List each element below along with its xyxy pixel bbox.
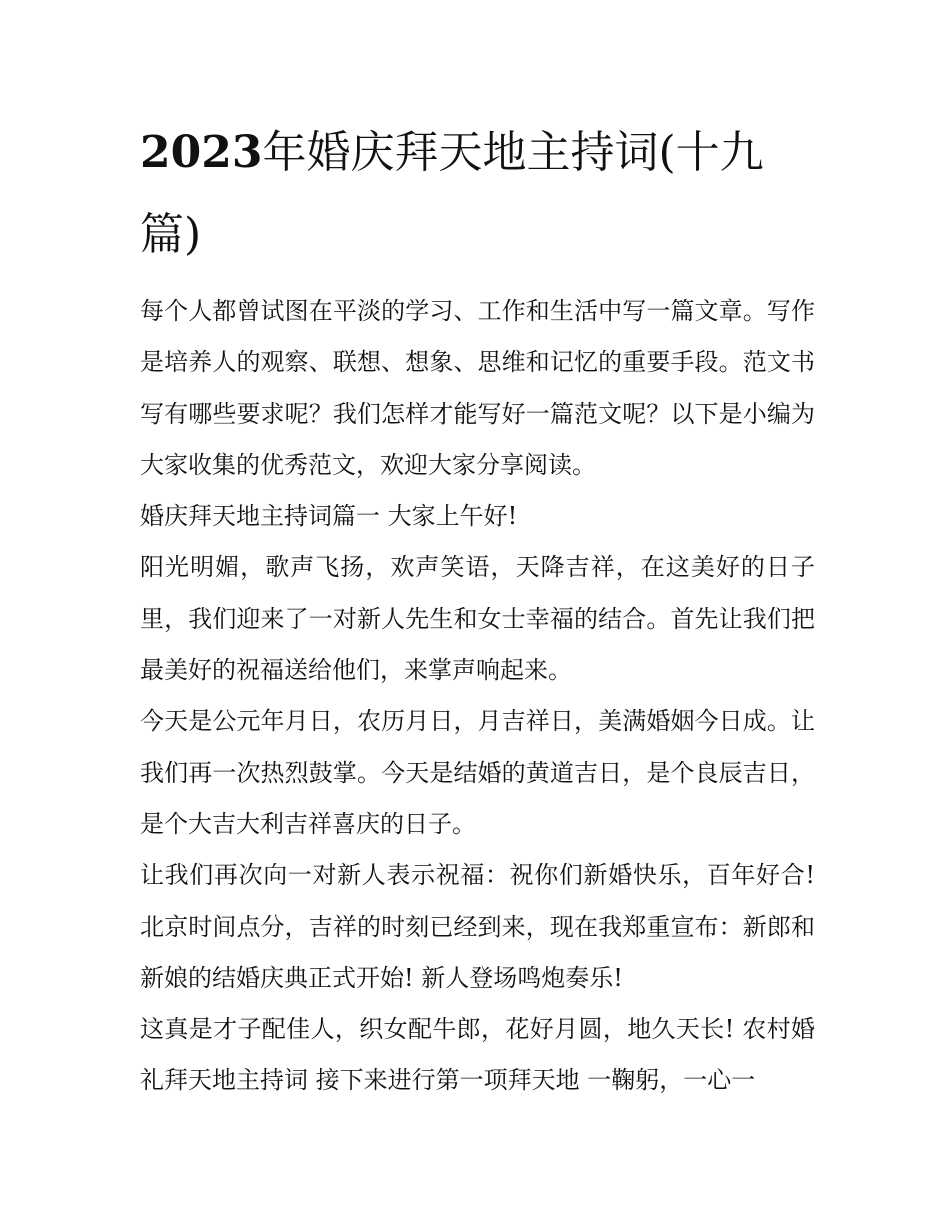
paragraph: 这真是才子配佳人，织女配牛郎，花好月圆，地久天长! 农村婚礼拜天地主持词 接下来进行第一项拜天地 一鞠躬，一心一 (140, 1015, 815, 1095)
paragraph: 今天是公元年月日，农历月日，月吉祥日，美满婚姻今日成。让我们再一次热烈鼓掌。今天是结婚的黄道吉日，是个良辰吉日，是个大吉大利吉祥喜庆的日子。 (140, 707, 815, 838)
paragraph: 阳光明媚，歌声飞扬，欢声笑语，天降吉祥，在这美好的日子里，我们迎来了一对新人先生和女士幸福的结合。首先让我们把最美好的祝福送给他们，来掌声响起来。 (140, 553, 815, 685)
paragraph-intro: 每个人都曾试图在平淡的学习、工作和生活中写一篇文章。写作是培养人的观察、联想、想象、思维和记忆的重要手段。范文书写有哪些要求呢？我们怎样才能写好一篇范文呢？以下是小编为大家收集的优秀范文，欢迎大家分享阅读。 (140, 297, 815, 479)
document-body (140, 286, 815, 1107)
title-text: 年婚庆拜天地主持词(十九篇) (140, 127, 764, 260)
document-title (140, 112, 815, 276)
paragraph: 让我们再次向一对新人表示祝福：祝你们新婚快乐，百年好合!北京时间点分，吉祥的时刻已经到来，现在我郑重宣布：新郎和新娘的结婚庆典正式开始! 新人登场鸣炮奏乐! (140, 861, 815, 992)
title-year: 2023 (140, 127, 263, 178)
paragraph-section-heading: 婚庆拜天地主持词篇一 大家上午好! (140, 502, 518, 531)
document-page (140, 112, 815, 1107)
